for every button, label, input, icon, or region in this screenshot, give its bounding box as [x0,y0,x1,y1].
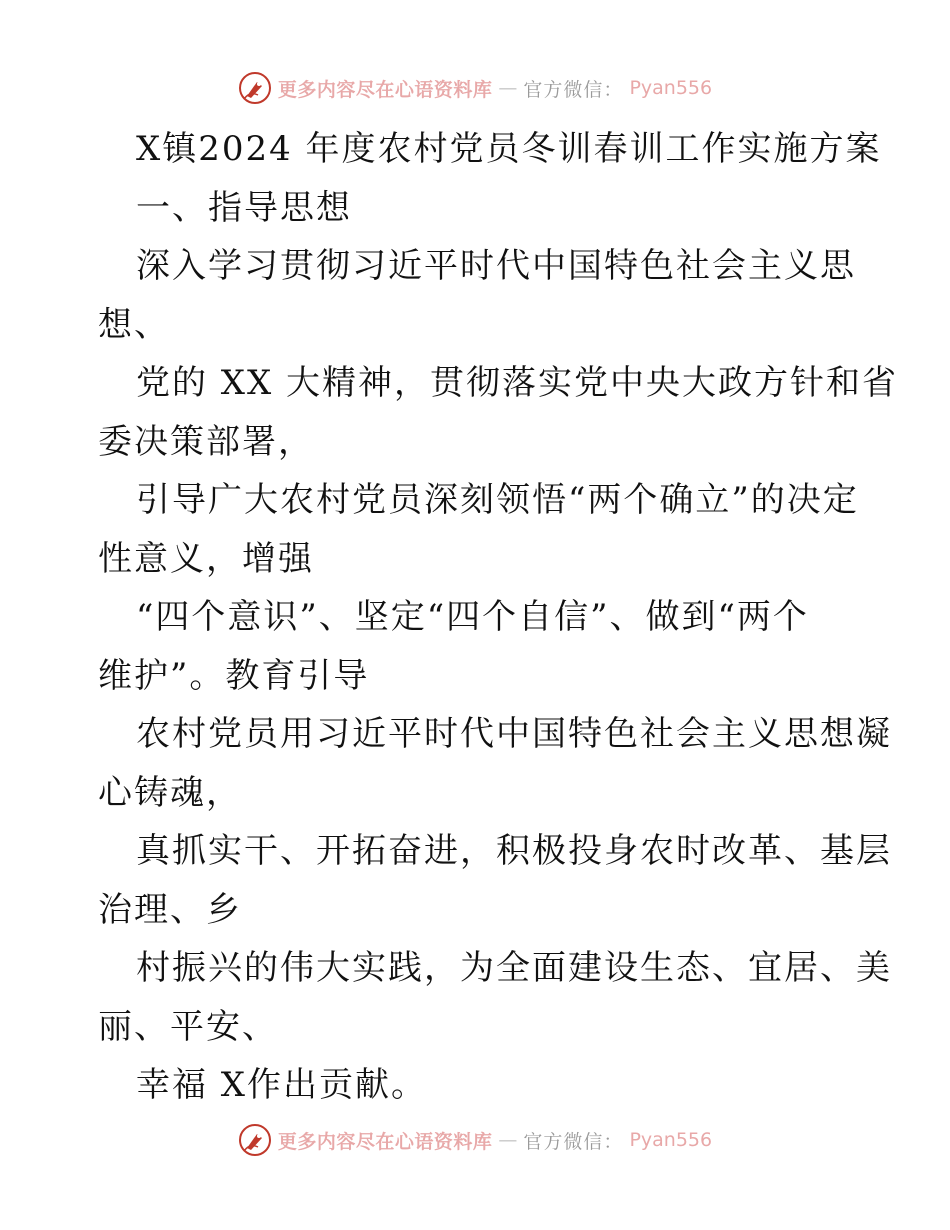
paragraph-line: 引导广大农村党员深刻领悟“两个确立”的决定 [136,480,859,520]
watermark-dash: — [498,1129,518,1151]
paragraph-line: 幸福 X作出贡献。 [136,1065,428,1105]
paragraph-line: 真抓实干、开拓奋进，积极投身农时改革、基层 [136,831,892,871]
watermark-dash: — [498,77,518,99]
watermark-id: Pyan556 [629,77,713,99]
watermark-main-text: 更多内容尽在心语资料库 [277,1130,493,1153]
watermark-id: Pyan556 [629,1129,713,1151]
paragraph-line: 委决策部署， [98,421,314,462]
pen-nib-icon [238,1123,272,1157]
watermark-sub-text: 官方微信： [523,1130,624,1153]
paragraph-line: 想、 [98,304,170,345]
paragraph-line: 农村党员用习近平时代中国特色社会主义思想凝 [136,714,892,754]
watermark-main-text: 更多内容尽在心语资料库 [277,78,493,101]
pen-nib-icon [238,71,272,105]
section-heading: 一、指导思想 [136,187,352,228]
document-body [98,120,899,1115]
footer-watermark [0,1120,950,1160]
document-title: X镇2024 年度农村党员冬训春训工作实施方案 [136,129,882,169]
paragraph-line: 深入学习贯彻习近平时代中国特色社会主义思 [136,246,856,286]
paragraph-line: 心铸魂， [98,772,242,813]
paragraph-line: 治理、乡 [98,889,242,930]
paragraph-line: “四个意识”、坚定“四个自信”、做到“两个 [136,597,809,637]
paragraph-line: 性意义，增强 [98,538,314,579]
header-watermark [0,68,950,108]
watermark-sub-text: 官方微信： [523,78,624,101]
paragraph-line: 维护”。教育引导 [98,655,370,696]
paragraph-line: 党的 XX 大精神，贯彻落实党中央大政方针和省 [136,363,899,403]
paragraph-line: 村振兴的伟大实践，为全面建设生态、宜居、美 [136,948,892,988]
paragraph-line: 丽、平安、 [98,1006,278,1047]
